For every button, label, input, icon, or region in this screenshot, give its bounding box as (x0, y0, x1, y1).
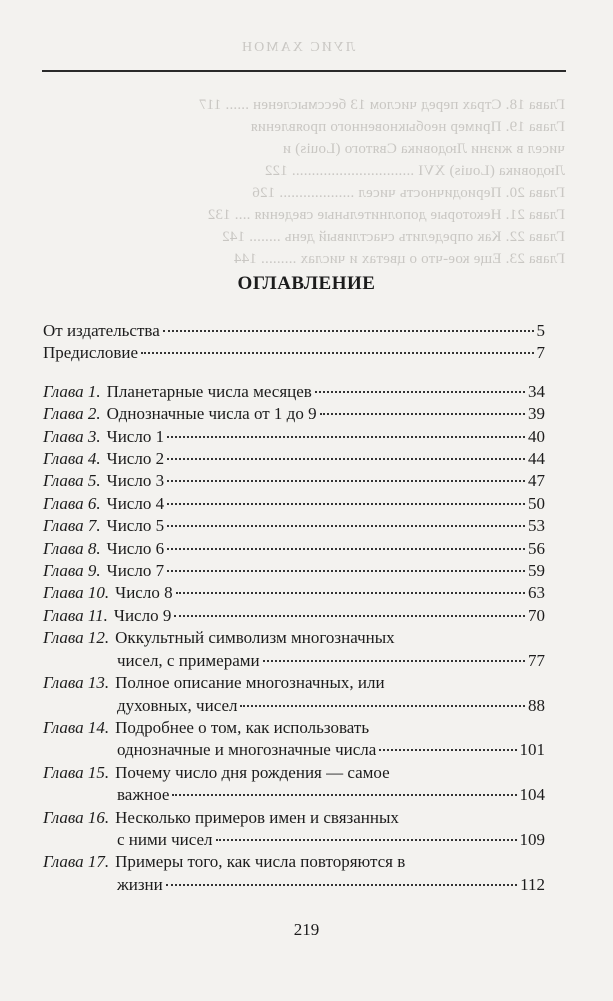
bleed-line: Глава 22. Как определить счастливый день ........ 142 (221, 229, 565, 245)
entry-page: 44 (528, 449, 545, 469)
chapter-label: Глава 10. (43, 583, 110, 603)
entry-title: Число 5 (106, 516, 165, 536)
toc-entry (43, 403, 545, 425)
dot-leader (163, 330, 534, 332)
entry-title: Число 2 (106, 449, 165, 469)
entry-title: Подробнее о том, как использовать (115, 717, 370, 737)
chapter-label: Глава 6. (43, 493, 101, 513)
entry-first-line (43, 807, 545, 829)
toc-entry (43, 627, 545, 672)
chapter-label: Глава 15. (43, 762, 110, 782)
entry-title: Почему число дня рождения — самое (115, 762, 390, 782)
entry-page: 101 (519, 740, 545, 760)
entry-second-line (43, 695, 545, 717)
entry-title: Оккультный символизм многозначных (115, 628, 395, 648)
toc-entry (43, 493, 545, 515)
dot-leader (167, 525, 525, 527)
toc-entry (43, 426, 545, 448)
dot-leader (216, 839, 517, 841)
toc-entry (43, 448, 545, 470)
page-number: 219 (293, 920, 320, 939)
chapter-label: Глава 3. (43, 426, 101, 446)
entry-page: 77 (528, 650, 545, 670)
dot-leader (167, 436, 525, 438)
entry-page: 112 (520, 874, 545, 894)
toc-entry (43, 320, 545, 342)
dot-leader (141, 352, 533, 354)
toc-entry (43, 582, 545, 604)
entry-page: 109 (519, 829, 545, 849)
dot-leader (167, 570, 525, 572)
table-of-contents (43, 320, 545, 896)
entry-title: Число 4 (106, 493, 165, 513)
toc-entry (43, 672, 545, 717)
toc-entry (43, 807, 545, 852)
entry-page: 7 (536, 343, 545, 363)
dot-leader (240, 705, 525, 707)
entry-page: 47 (528, 471, 545, 491)
entry-page: 53 (528, 516, 545, 536)
toc-entry (43, 342, 545, 364)
toc-entry (43, 381, 545, 403)
entry-title-continued: чисел, с примерами (117, 650, 260, 670)
bleed-header: ЛУИС ХАМОН (240, 40, 356, 55)
entry-title: От издательства (43, 321, 160, 340)
dot-leader (263, 660, 525, 662)
bleed-line: Глава 20. Периодичность чисел ................... 126 (252, 185, 565, 201)
dot-leader (167, 548, 525, 550)
entry-first-line (43, 851, 545, 873)
entry-page: 40 (528, 426, 545, 446)
bleed-line: чисел в жизни Людовика Святого (Louis) и (282, 141, 565, 157)
bleed-line: Людовика (Louis) XVI ............................... 122 (264, 163, 565, 179)
entry-title: Число 8 (115, 583, 173, 603)
chapter-label: Глава 17. (43, 852, 110, 872)
entry-title: Несколько примеров имен и связанных (115, 807, 399, 827)
entry-page: 104 (519, 785, 545, 805)
entry-title: Число 1 (106, 426, 165, 446)
entry-page: 34 (528, 381, 545, 401)
chapter-label: Глава 8. (43, 538, 101, 558)
dot-leader (166, 884, 517, 886)
entry-title: Число 9 (113, 605, 172, 625)
bleed-line: Глава 19. Пример необыкновенного проявления (250, 119, 565, 135)
chapter-label: Глава 16. (43, 807, 110, 827)
bleed-line: Глава 18. Страх перед числом 13 бессмысленен ...... 117 (198, 97, 565, 113)
entry-first-line (43, 717, 545, 739)
toc-entry (43, 717, 545, 762)
page-title: ОГЛАВЛЕНИЕ (237, 273, 376, 294)
entry-page: 59 (528, 561, 545, 581)
toc-entry (43, 851, 545, 896)
dot-leader (174, 615, 525, 617)
entry-title-continued: жизни (117, 874, 163, 894)
entry-second-line (43, 829, 545, 851)
entry-title: Примеры того, как числа повторяются в (115, 852, 406, 872)
entry-second-line (43, 650, 545, 672)
chapter-label: Глава 5. (43, 471, 101, 491)
entry-title: Однозначные числа от 1 до 9 (106, 404, 317, 424)
entry-page: 5 (536, 321, 545, 340)
entry-second-line (43, 739, 545, 761)
header-rule (42, 70, 566, 72)
entry-title: Полное описание многозначных, или (115, 673, 385, 693)
entry-title-continued: однозначные и многозначные числа (117, 740, 377, 760)
entry-title: Число 6 (106, 538, 165, 558)
toc-entry (43, 762, 545, 807)
entry-page: 63 (528, 583, 545, 603)
dot-leader (167, 458, 525, 460)
entry-page: 39 (528, 404, 545, 424)
dot-leader (167, 503, 525, 505)
chapter-label: Глава 4. (43, 449, 101, 469)
entry-second-line (43, 874, 545, 896)
entry-title: Планетарные числа месяцев (106, 381, 312, 401)
chapter-label: Глава 13. (43, 673, 110, 693)
entry-first-line (43, 762, 545, 784)
chapter-label: Глава 7. (43, 516, 101, 536)
dot-leader (320, 413, 525, 415)
entry-first-line (43, 627, 545, 649)
dot-leader (176, 592, 525, 594)
chapter-label: Глава 12. (43, 628, 110, 648)
dot-leader (379, 749, 516, 751)
chapter-label: Глава 11. (43, 605, 108, 625)
entry-title-continued: важное (117, 785, 170, 805)
chapter-label: Глава 2. (43, 404, 101, 424)
dot-leader (172, 794, 516, 796)
entry-title: Число 3 (106, 471, 165, 491)
entry-page: 88 (528, 695, 545, 715)
entry-first-line (43, 672, 545, 694)
entry-title-continued: с ними чисел (117, 829, 213, 849)
entry-title: Число 7 (106, 561, 165, 581)
dot-leader (167, 480, 525, 482)
bleed-line: Глава 23. Еще кое-что о цветах и числах ......... 144 (233, 251, 565, 267)
bleed-line: Глава 21. Некоторые дополнительные сведения .... 132 (207, 207, 565, 223)
toc-entry (43, 605, 545, 627)
chapter-label: Глава 1. (43, 381, 101, 401)
dot-leader (315, 391, 525, 393)
entry-title: Предисловие (43, 343, 139, 363)
toc-entry (43, 538, 545, 560)
entry-page: 56 (528, 538, 545, 558)
entry-page: 70 (528, 605, 545, 625)
toc-entry (43, 470, 545, 492)
toc-entry (43, 560, 545, 582)
entry-title-continued: духовных, чисел (117, 695, 238, 715)
section-gap (43, 365, 545, 381)
toc-entry (43, 515, 545, 537)
entry-page: 50 (528, 493, 545, 513)
entry-second-line (43, 784, 545, 806)
chapter-label: Глава 9. (43, 561, 101, 581)
chapter-label: Глава 14. (43, 717, 110, 737)
